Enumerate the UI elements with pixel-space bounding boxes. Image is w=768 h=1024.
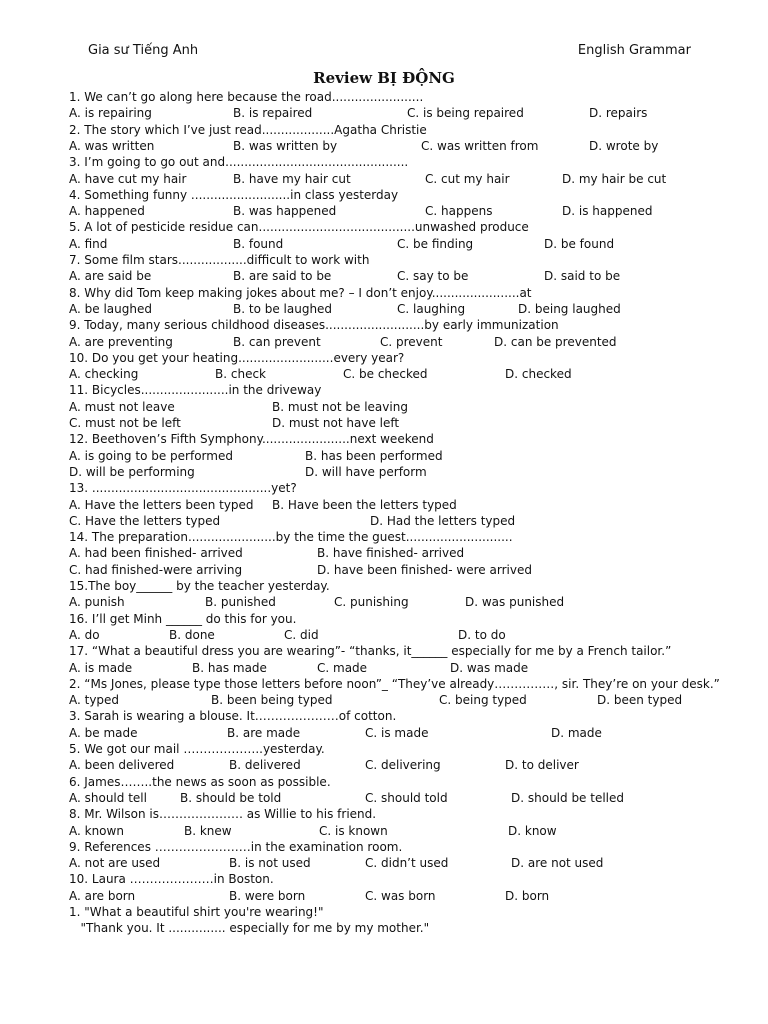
answer-option: B. check xyxy=(215,367,266,382)
answer-option: A. do xyxy=(69,627,100,642)
answer-option: D. must not have left xyxy=(272,416,400,430)
answer-option: D. should be telled xyxy=(511,790,625,805)
answer-option: D. checked xyxy=(505,367,572,382)
answer-option: C. was written from xyxy=(421,138,539,153)
question-line: 13. ...............................................yet? xyxy=(69,481,297,496)
answer-option: C. did xyxy=(284,627,319,642)
question-line: 2. “Ms Jones, please type those letters before noon”_ “They’ve already……………, sir. They’re on your desk.” xyxy=(69,676,720,691)
answer-option: A. is repairing xyxy=(69,106,152,121)
answer-option: C. be finding xyxy=(397,236,474,251)
question-line: 3. I’m going to go out and................................................ xyxy=(69,155,409,170)
answer-option: A. be laughed xyxy=(69,301,152,316)
answer-option: B. was happened xyxy=(233,204,337,219)
answer-option: A. happened xyxy=(69,204,145,219)
question-line: 4. Something funny ..........................in class yesterday xyxy=(69,187,399,202)
answer-option: D. born xyxy=(505,888,550,903)
question-line: 1. "What a beautiful shirt you're wearing!" xyxy=(69,905,324,919)
question-line: 2. The story which I’ve just read...................Agatha Christie xyxy=(69,122,427,137)
answer-option: A. are said be xyxy=(69,269,152,284)
answer-option: A. was written xyxy=(69,138,155,153)
answer-option: D. know xyxy=(508,823,557,838)
answer-option: C. must not be left xyxy=(69,416,181,430)
question-line: 1. We can’t go along here because the road........................ xyxy=(69,90,424,104)
question-line: 10. Laura …………………in Boston. xyxy=(69,872,274,887)
answer-option: C. be checked xyxy=(343,367,428,382)
question-line: 14. The preparation.......................by the time the guest............................ xyxy=(69,530,513,545)
answer-option: A. checking xyxy=(69,367,139,382)
answer-option: A. is made xyxy=(69,660,133,675)
answer-option: B. punished xyxy=(205,595,276,610)
answer-option: C. delivering xyxy=(365,758,441,773)
answer-option: B. are said to be xyxy=(233,269,332,284)
question-line: 15.The boy______ by the teacher yesterday. xyxy=(69,579,330,593)
answer-option: C. cut my hair xyxy=(425,171,510,186)
answer-option: A. punish xyxy=(69,595,125,610)
answer-option: B. been being typed xyxy=(211,693,333,708)
answer-option: A. not are used xyxy=(69,856,161,871)
answer-option: C. didn’t used xyxy=(365,856,449,871)
answer-option: B. has made xyxy=(192,660,267,675)
answer-option: C. is known xyxy=(319,823,388,838)
question-line: 8. Mr. Wilson is………………… as Willie to his friend. xyxy=(69,807,377,822)
question-line: 5. A lot of pesticide residue can.........................................unwashed produce xyxy=(69,220,529,235)
question-line: 9. Today, many serious childhood diseases..........................by early immunization xyxy=(69,318,559,333)
answer-option: A. have cut my hair xyxy=(69,171,187,186)
answer-option: B. delivered xyxy=(229,758,301,773)
answer-option: A. typed xyxy=(69,693,120,708)
answer-option: B. knew xyxy=(184,823,232,838)
answer-option: C. laughing xyxy=(397,301,466,316)
answer-option: B. can prevent xyxy=(233,334,321,349)
answer-option: D. being laughed xyxy=(518,301,621,316)
question-line: 17. “What a beautiful dress you are wearing”- “thanks, it______ especially for me by a French tailor.” xyxy=(69,644,672,659)
answer-option: D. wrote by xyxy=(589,138,659,153)
answer-option: A. is going to be performed xyxy=(69,448,233,463)
answer-option: D. was punished xyxy=(465,595,565,610)
answer-option: D. will be performing xyxy=(69,464,195,479)
answer-option: B. must not be leaving xyxy=(272,399,408,414)
question-line: 12. Beethoven’s Fifth Symphony.......................next weekend xyxy=(69,432,434,447)
answer-option: B. should be told xyxy=(180,790,282,805)
answer-option: B. is not used xyxy=(229,856,311,871)
answer-option: D. my hair be cut xyxy=(562,171,667,186)
question-line: "Thank you. It ............... especially for me by my mother." xyxy=(69,921,430,936)
question-line: 11. Bicycles.......................in the driveway xyxy=(69,383,322,398)
answer-option: B. were born xyxy=(229,888,306,903)
question-line: 9. References ……………………in the examination room. xyxy=(69,839,403,854)
answer-option: C. is made xyxy=(365,725,429,740)
answer-option: B. is repaired xyxy=(233,106,313,121)
question-line: 5. We got our mail ………………..yesterday. xyxy=(69,742,325,756)
header-right: English Grammar xyxy=(577,43,691,58)
question-line: 6. James……..the news as soon as possible. xyxy=(69,774,331,789)
answer-option: D. are not used xyxy=(511,856,604,871)
answer-option: B. was written by xyxy=(233,138,338,153)
answer-option: C. is being repaired xyxy=(407,106,524,121)
answer-option: D. been typed xyxy=(597,693,683,708)
answer-option: C. happens xyxy=(425,204,493,219)
question-line: 10. Do you get your heating.........................every year? xyxy=(69,350,405,365)
answer-option: B. has been performed xyxy=(305,448,443,463)
answer-option: B. to be laughed xyxy=(233,301,333,316)
answer-option: D. repairs xyxy=(589,106,648,121)
answer-option: B. have my hair cut xyxy=(233,171,351,186)
answer-option: A. must not leave xyxy=(69,399,175,414)
answer-option: D. was made xyxy=(450,660,529,675)
answer-option: A. should tell xyxy=(69,790,147,805)
answer-option: D. will have perform xyxy=(305,464,427,479)
answer-option: A. been delivered xyxy=(69,758,175,773)
answer-option: A. are born xyxy=(69,888,136,903)
answer-option: B. have finished- arrived xyxy=(317,546,465,561)
answer-option: D. to do xyxy=(458,627,506,642)
answer-option: D. Had the letters typed xyxy=(370,513,516,528)
answer-option: B. found xyxy=(233,236,284,251)
answer-option: D. is happened xyxy=(562,204,653,219)
question-line: 8. Why did Tom keep making jokes about me? – I don’t enjoy.......................at xyxy=(69,285,532,300)
answer-option: A. known xyxy=(69,823,124,838)
answer-option: B. Have been the letters typed xyxy=(272,497,457,512)
answer-option: B. done xyxy=(169,627,215,642)
answer-option: C. should told xyxy=(365,790,448,805)
answer-option: B. are made xyxy=(227,725,301,740)
answer-option: D. can be prevented xyxy=(494,334,617,349)
question-line: 7. Some film stars..................difficult to work with xyxy=(69,253,370,267)
answer-option: C. Have the letters typed xyxy=(69,513,221,528)
answer-option: D. said to be xyxy=(544,269,621,284)
answer-option: D. have been finished- were arrived xyxy=(317,562,532,577)
answer-option: C. made xyxy=(317,660,368,675)
answer-option: A. Have the letters been typed xyxy=(69,497,254,512)
answer-option: D. to deliver xyxy=(505,758,579,773)
answer-option: C. prevent xyxy=(380,334,443,349)
answer-option: A. be made xyxy=(69,725,138,740)
answer-option: C. was born xyxy=(365,888,436,903)
answer-option: A. are preventing xyxy=(69,334,173,349)
header-left: Gia sư Tiếng Anh xyxy=(88,43,199,58)
question-line: 3. Sarah is wearing a blouse. It…………………of cotton. xyxy=(69,709,397,724)
answer-option: D. be found xyxy=(544,236,615,251)
answer-option: C. had finished-were arriving xyxy=(69,562,243,577)
answer-option: C. punishing xyxy=(334,595,409,610)
answer-option: C. say to be xyxy=(397,269,469,284)
answer-option: A. find xyxy=(69,236,108,251)
answer-option: C. being typed xyxy=(439,693,527,708)
answer-option: A. had been finished- arrived xyxy=(69,546,243,561)
answer-option: D. made xyxy=(551,725,602,740)
page-title: Review BỊ ĐỘNG xyxy=(313,69,455,87)
question-line: 16. I’ll get Minh ______ do this for you. xyxy=(69,611,297,626)
